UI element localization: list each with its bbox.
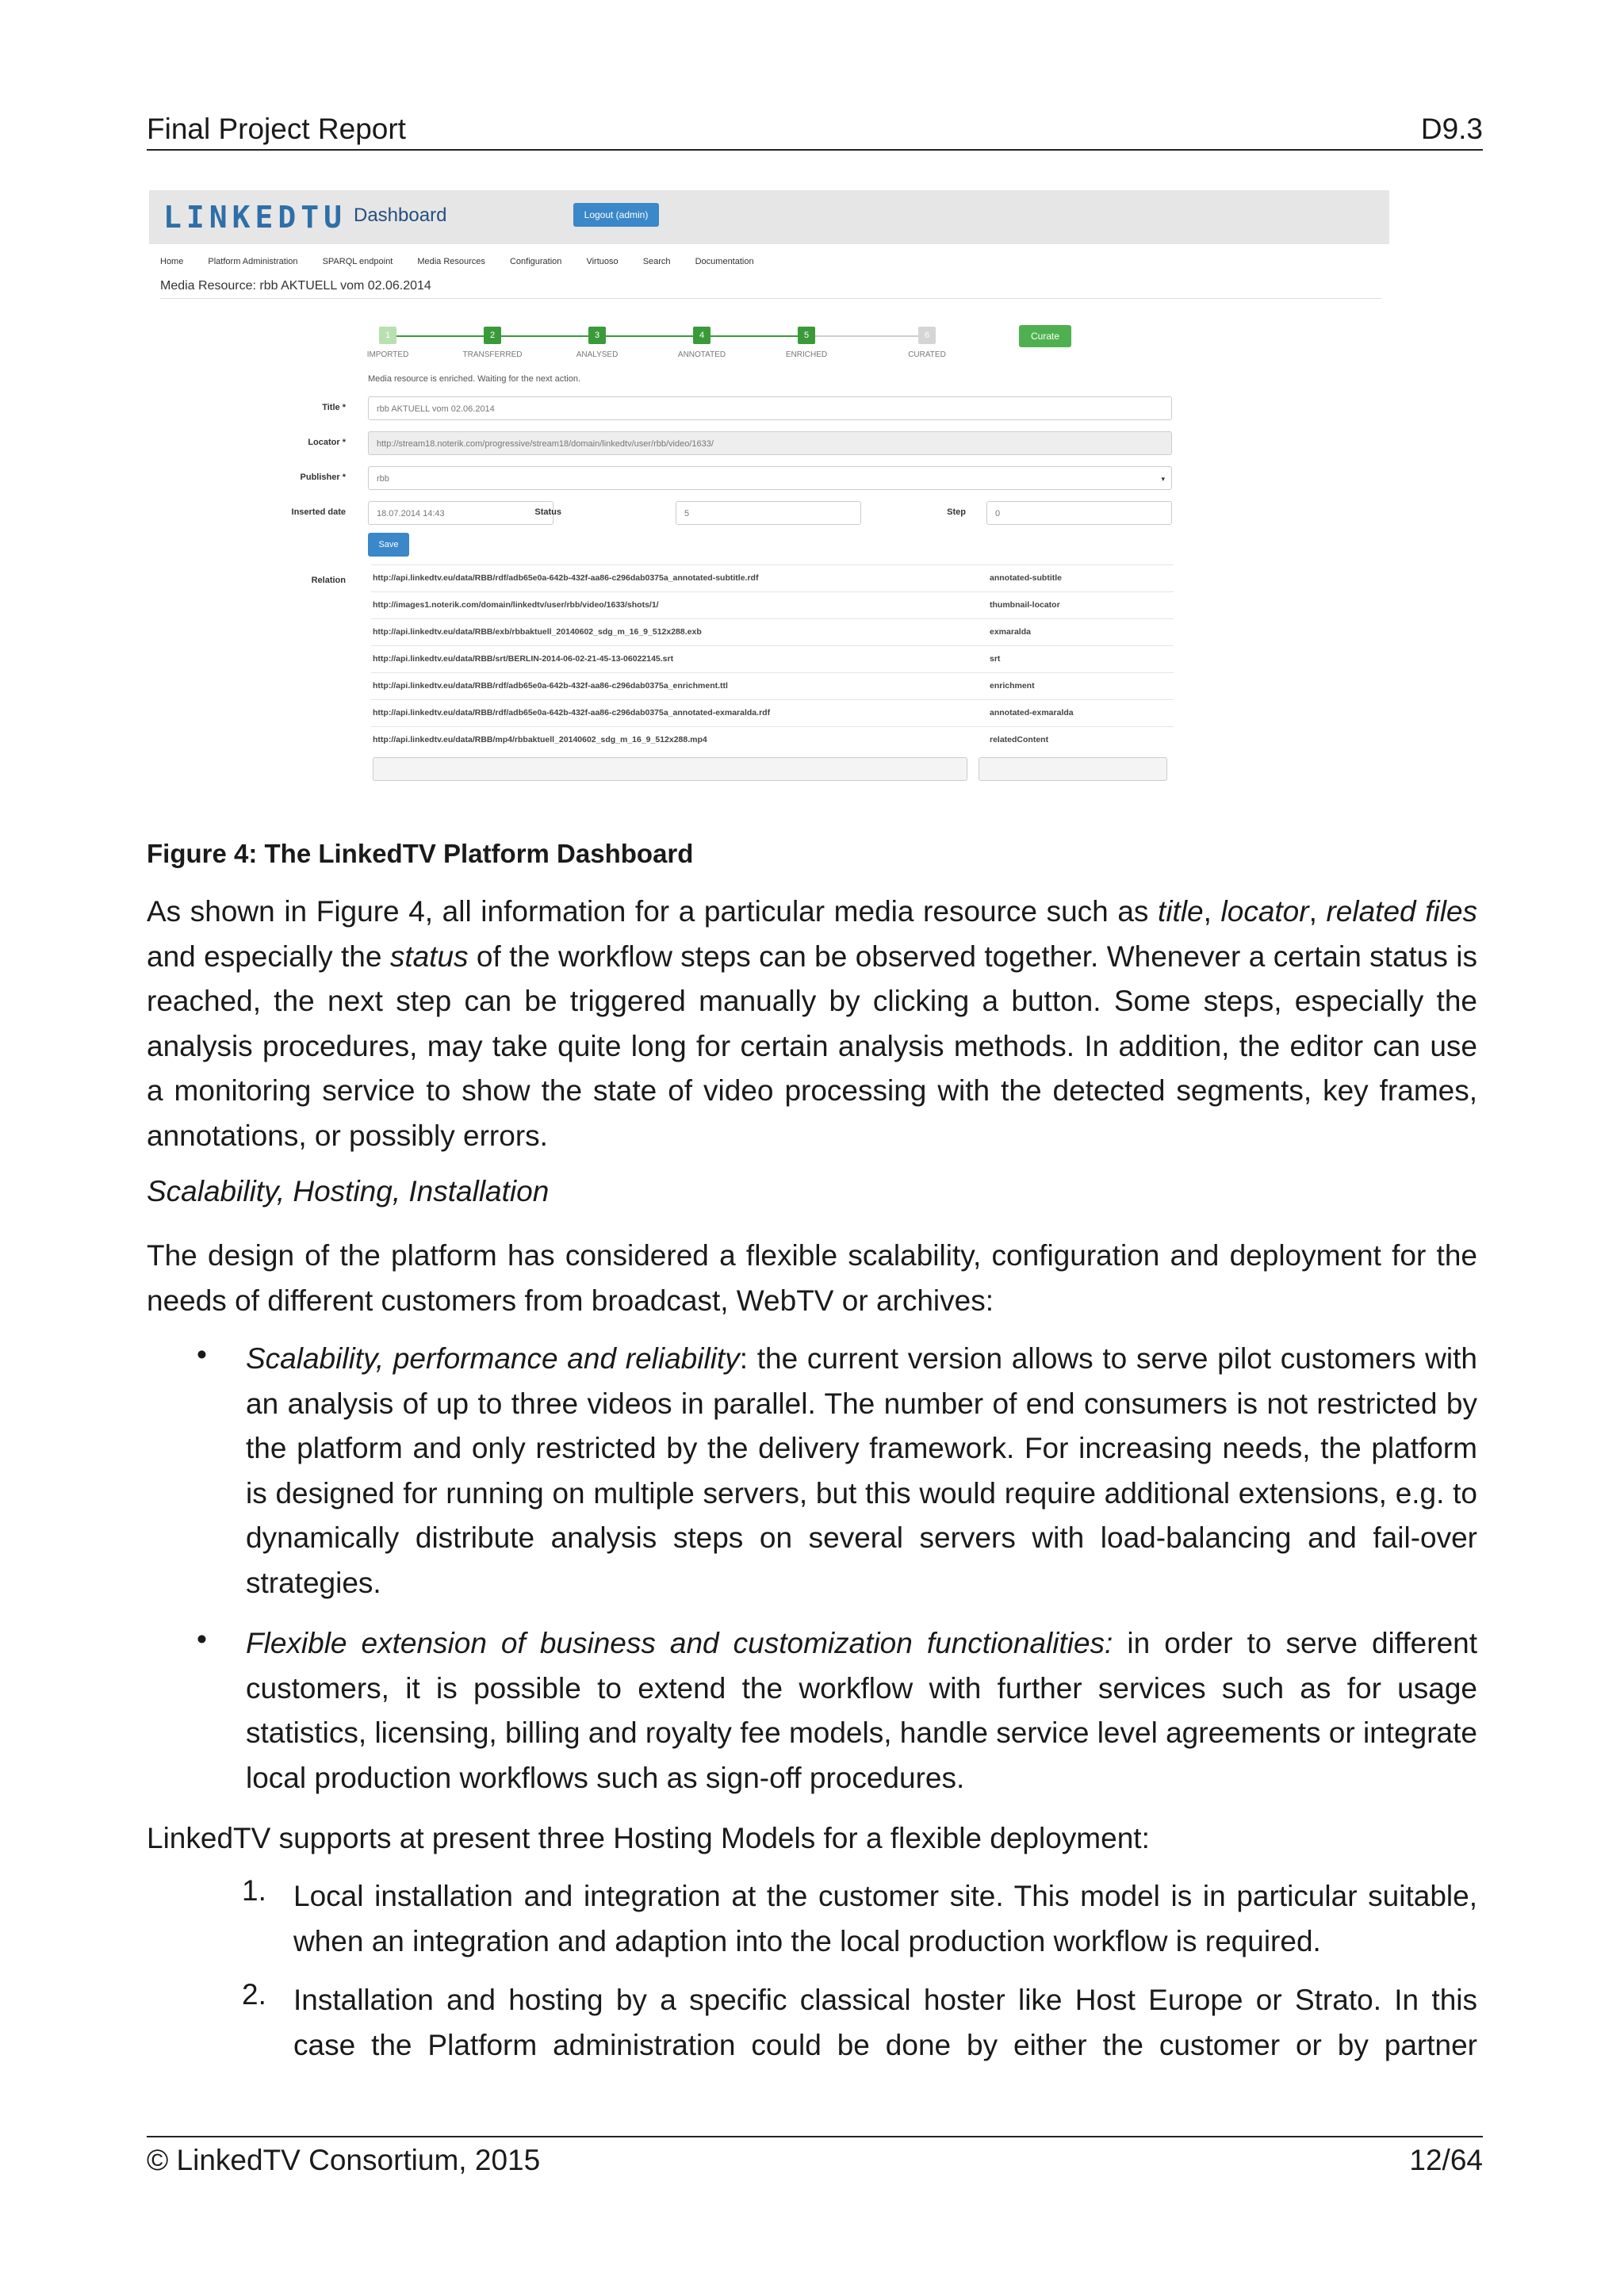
publisher-value: rbb: [377, 474, 389, 484]
relation-label: Relation: [311, 576, 346, 585]
step-input[interactable]: 0: [986, 501, 1172, 525]
step-label: CURATED: [908, 350, 946, 359]
table-row: [371, 564, 1174, 591]
relation-url[interactable]: http://api.linkedtv.eu/data/RBB/rdf/adb65e0a-642b-432f-aa86-c296dab0375a_annotated-exmaralda.rdf: [373, 708, 771, 718]
step-connector: [815, 335, 918, 337]
page-footer: [147, 2136, 1483, 2176]
linkedtv-logo: LINKEDTU: [163, 200, 347, 235]
relation-type: thumbnail-locator: [990, 600, 1060, 610]
step-connector: [396, 335, 484, 337]
relation-type: enrichment: [990, 681, 1035, 691]
bullet-icon: •: [197, 1623, 207, 1655]
step-label: ANNOTATED: [677, 350, 726, 359]
nav-home[interactable]: Home: [160, 257, 184, 266]
page-number: 12/64: [1409, 2144, 1483, 2176]
relation-url[interactable]: http://api.linkedtv.eu/data/RBB/srt/BERLIN-2014-06-02-21-45-13-06022145.srt: [373, 654, 674, 664]
new-relation-type-input[interactable]: [979, 757, 1167, 781]
bullet-1: Scalability, performance and reliability: the current version allows to serve pilot customers with an analysis of up to three videos in parallel. The number of end consumers is not restricted by the platform and only restricted by the delivery framework. For increasing needs, the platform is designed for running on multiple servers, but this would require additional extensions, e.g. to dynamically distribute analysis steps on several servers with load-balancing and fail-over strategies.: [246, 1342, 1477, 1599]
step-label: ENRICHED: [785, 350, 828, 359]
paragraph-3: LinkedTV supports at present three Hosting Models for a flexible deployment:: [147, 1822, 1150, 1854]
relation-type: exmaralda: [990, 627, 1031, 637]
list-number: 1.: [242, 1874, 266, 1907]
step-label-field: Step: [947, 507, 966, 517]
list-number: 2.: [242, 1978, 266, 2011]
step-label: ANALYSED: [576, 350, 619, 359]
nav-virtuoso[interactable]: Virtuoso: [586, 257, 619, 266]
relation-type: srt: [990, 654, 1001, 664]
step-2: 2: [484, 327, 501, 344]
list-item-2: Installation and hosting by a specific classical hoster like Host Europe or Strato. In this case the Platform administration could be done by either the customer or by partner: [293, 1984, 1477, 2061]
title-input[interactable]: rbb AKTUELL vom 02.06.2014: [368, 396, 1172, 420]
paragraph-1: As shown in Figure 4, all information for a particular media resource such as title, locator, related files and especially the status of the workflow steps can be observed together. Whenever a certain status is reached, the next step can be triggered manually by clicking a button. Some steps, especially the analysis procedures, may take quite long for certain analysis methods. In addition, the editor can use a monitoring service to show the state of video processing with the detected segments, key frames, annotations, or possibly errors.: [147, 895, 1478, 1152]
logout-button[interactable]: Logout (admin): [573, 203, 659, 227]
relation-table: [371, 564, 1174, 753]
dashboard-title: Dashboard: [354, 205, 447, 226]
table-row: [371, 645, 1174, 672]
step-3: 3: [588, 327, 606, 344]
relation-url[interactable]: http://api.linkedtv.eu/data/RBB/mp4/rbbaktuell_20140602_sdg_m_16_9_512x288.mp4: [373, 735, 707, 744]
nav-menu: [160, 257, 776, 266]
header-title: Final Project Report: [147, 113, 406, 145]
table-row: [371, 591, 1174, 618]
step-label: IMPORTED: [366, 350, 409, 359]
nav-platform-admin[interactable]: Platform Administration: [208, 257, 298, 266]
new-relation-url-input[interactable]: [373, 757, 967, 781]
relation-type: relatedContent: [990, 735, 1049, 744]
step-4: 4: [693, 327, 710, 344]
locator-input[interactable]: http://stream18.noterik.com/progressive/stream18/domain/linkedtv/user/rbb/video/1633/: [368, 431, 1172, 455]
relation-url[interactable]: http://api.linkedtv.eu/data/RBB/rdf/adb65e0a-642b-432f-aa86-c296dab0375a_annotated-subtitle.rdf: [373, 573, 759, 583]
step-5: 5: [798, 327, 815, 344]
nav-documentation[interactable]: Documentation: [695, 257, 754, 266]
step-connector: [606, 335, 693, 337]
status-message: Media resource is enriched. Waiting for the next action.: [368, 374, 581, 384]
step-6: 6: [918, 327, 936, 344]
dashboard-screenshot: [149, 190, 1389, 793]
curate-button[interactable]: Curate: [1019, 325, 1071, 347]
list-item-1: Local installation and integration at the customer site. This model is in particular suitable, when an integration and adaption into the local production workflow is required.: [293, 1880, 1477, 1957]
title-label: Title *: [322, 403, 346, 412]
table-row: [371, 618, 1174, 645]
relation-url[interactable]: http://api.linkedtv.eu/data/RBB/exb/rbbaktuell_20140602_sdg_m_16_9_512x288.exb: [373, 627, 702, 637]
status-label: Status: [534, 507, 561, 517]
top-bar: [149, 190, 1389, 244]
table-row: [371, 726, 1174, 753]
step-connector: [501, 335, 588, 337]
footer-copyright: © LinkedTV Consortium, 2015: [147, 2144, 541, 2176]
inserted-date-label: Inserted date: [291, 507, 346, 517]
locator-label: Locator *: [308, 438, 346, 447]
table-row: [371, 699, 1174, 726]
nav-configuration[interactable]: Configuration: [509, 257, 562, 266]
paragraph-2: The design of the platform has considered a flexible scalability, configuration and deployment for the needs of different customers from broadcast, WebTV or archives:: [147, 1239, 1477, 1317]
step-label: TRANSFERRED: [462, 350, 523, 359]
nav-sparql[interactable]: SPARQL endpoint: [322, 257, 393, 266]
subheading: Scalability, Hosting, Installation: [147, 1175, 550, 1207]
nav-media-resources[interactable]: Media Resources: [417, 257, 485, 266]
relation-url[interactable]: http://api.linkedtv.eu/data/RBB/rdf/adb65e0a-642b-432f-aa86-c296dab0375a_enrichment.ttl: [373, 681, 728, 691]
nav-search[interactable]: Search: [642, 257, 671, 266]
media-resource-title: Media Resource: rbb AKTUELL vom 02.06.2014: [160, 279, 431, 293]
relation-url[interactable]: http://images1.noterik.com/domain/linkedtv/user/rbb/video/1633/shots/1/: [373, 600, 659, 610]
step-1: 1: [379, 327, 396, 344]
bullet-2: Flexible extension of business and customization functionalities: in order to serve different customers, it is possible to extend the workflow with further services such as for usage statistics, licensing, billing and royalty fee models, handle service level agreements or integrate local production workflows such as sign-off procedures.: [246, 1627, 1478, 1794]
divider: [160, 298, 1381, 299]
workflow-steps: [366, 327, 1013, 366]
chevron-down-icon: ▾: [1161, 475, 1165, 483]
bullet-icon: •: [197, 1338, 207, 1371]
publisher-select[interactable]: [368, 466, 1172, 490]
status-input[interactable]: 5: [676, 501, 861, 525]
publisher-label: Publisher *: [300, 473, 346, 482]
inserted-date-input[interactable]: 18.07.2014 14:43: [368, 501, 553, 525]
save-button[interactable]: Save: [368, 533, 409, 557]
figure-caption: Figure 4: The LinkedTV Platform Dashboard: [147, 839, 694, 868]
header-doc-id: D9.3: [1420, 113, 1483, 145]
table-row: [371, 672, 1174, 699]
relation-type: annotated-subtitle: [990, 573, 1062, 583]
page-header: [147, 113, 1483, 151]
step-connector: [710, 335, 798, 337]
relation-type: annotated-exmaralda: [990, 708, 1074, 718]
